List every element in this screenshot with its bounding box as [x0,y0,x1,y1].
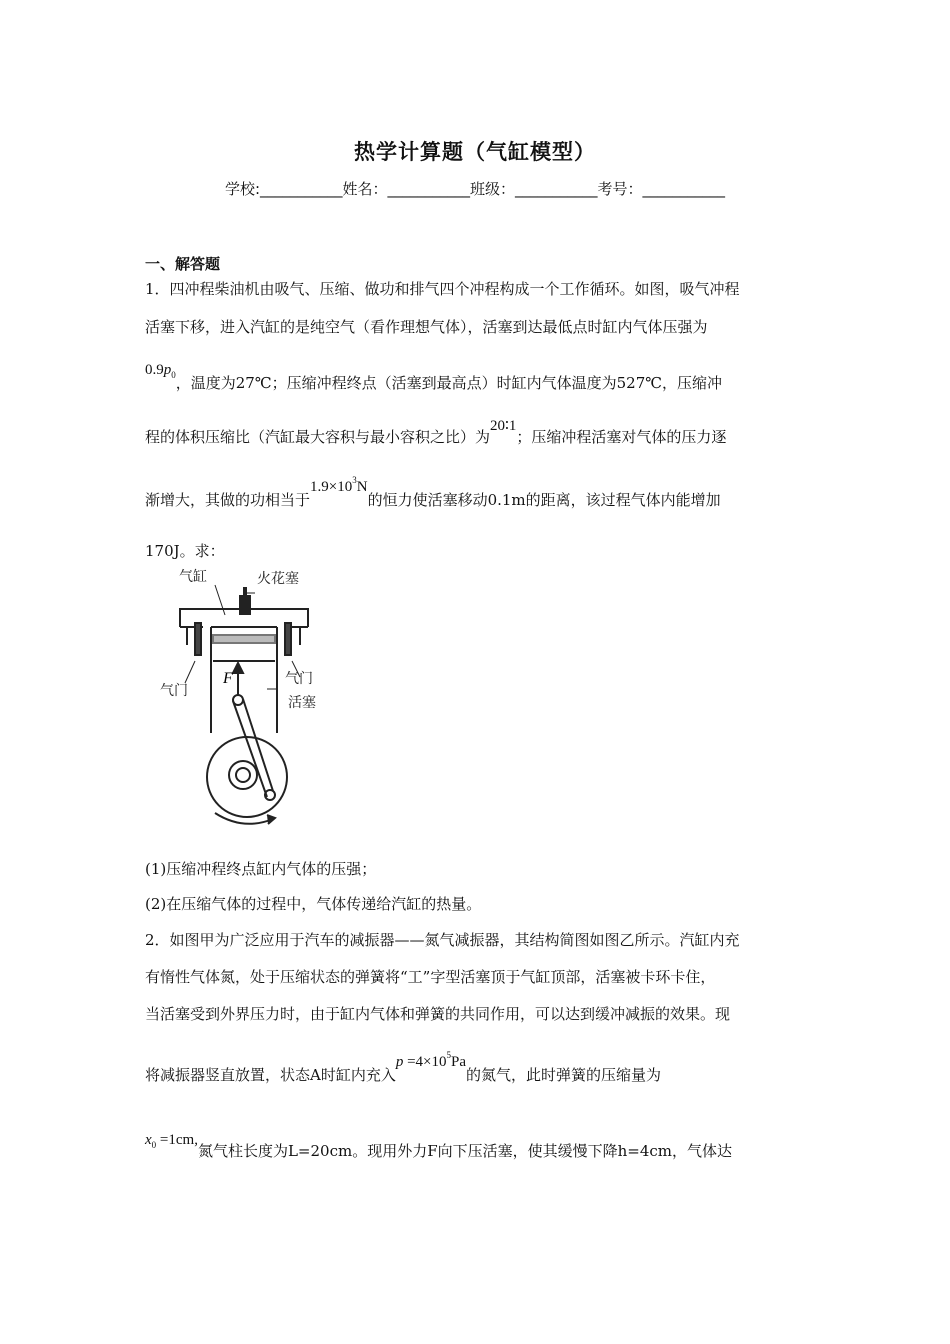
q2-line-3: 当活塞受到外界压力时，由于缸内气体和弹簧的共同作用，可以达到缓冲减振的效果。现 [145,1005,731,1023]
student-info-line [0,178,950,199]
class-label: 班级： [470,180,516,198]
q2-line-5 [145,1132,733,1162]
q1-pressure-formula: $0.9p_0$ [145,362,176,380]
number-blank: ___________ [642,180,726,198]
q1-line-6 [145,475,721,510]
q2-line-2: 有惰性气体氮，处于压缩状态的弹簧将“工”字型活塞顶于气缸顶部，活塞被卡环卡住， [145,968,716,986]
q2-line-5-text: 氮气柱长度为L=20cm。现用外力F向下压活塞，使其缓慢下降h=4cm，气体达 [197,1142,733,1160]
class-blank: ___________ [515,180,598,198]
q1-line-1: 1．四冲程柴油机由吸气、压缩、做功和排气四个冲程构成一个工作循环。如图，吸气冲程 [145,280,740,298]
q1-line-6-text-a: 渐增大，其做的功相当于 [145,491,311,509]
q1-force-formula: $1.9\times 10^3N$ [310,475,368,495]
school-blank: ___________ [260,180,343,198]
q1-subquestion-1: (1)压缩冲程终点缸内气体的压强； [145,860,377,878]
q1-line-6-text-b: 的恒力使活塞移动0.1m的距离，该过程气体内能增加 [367,491,721,509]
q2-line-4 [145,1050,662,1085]
q1-line-5-text-a: 程的体积压缩比（汽缸最大容积与最小容积之比）为 [145,428,491,446]
label-spark-plug: 火花塞 [257,571,299,587]
school-label: 学校: [224,180,260,198]
page-title: 热学计算题（气缸模型） [354,139,596,164]
q1-ratio-formula: 20∶1 [490,418,517,434]
label-valve-left: 气门 [160,683,188,699]
q1-line-3-4 [145,362,723,394]
name-blank: ___________ [387,180,471,198]
q1-line-2: 活塞下移，进入汽缸的是纯空气（看作理想气体），活塞到达最低点时缸内气体压强为 [145,318,708,336]
q1-line-7: 170J。求： [145,542,225,560]
engine-diagram [155,565,355,835]
section-heading: 一、解答题 [145,255,221,273]
spark-plug-icon [239,595,251,615]
q1-line-5 [145,418,727,447]
name-label: 姓名： [342,180,388,198]
label-valve-right: 气门 [285,671,313,687]
q2-pressure-formula: $p =4\times 10^5Pa$ [395,1050,467,1070]
q2-compression-formula: $x_0 =1cm$, [145,1132,198,1150]
q2-line-1: 2．如图甲为广泛应用于汽车的减振器——氮气减振器，其结构简图如图乙所示。汽缸内充 [145,931,740,949]
number-label: 考号： [597,180,643,198]
q2-line-4-text-a: 将减振器竖直放置，状态A时缸内充入 [145,1066,396,1084]
label-cylinder: 气缸 [179,569,207,585]
q1-line-5-text-b: ；压缩冲程活塞对气体的压力逐 [516,428,727,446]
q1-subquestion-2: (2)在压缩气体的过程中，气体传递给汽缸的热量。 [145,895,482,913]
label-force: F [223,670,233,687]
q1-line-4-text: ，温度为27℃；压缩冲程终点（活塞到最高点）时缸内气体温度为527℃，压缩冲 [175,374,723,392]
label-piston: 活塞 [288,695,316,711]
q2-line-4-text-b: 的氮气，此时弹簧的压缩量为 [466,1066,662,1084]
